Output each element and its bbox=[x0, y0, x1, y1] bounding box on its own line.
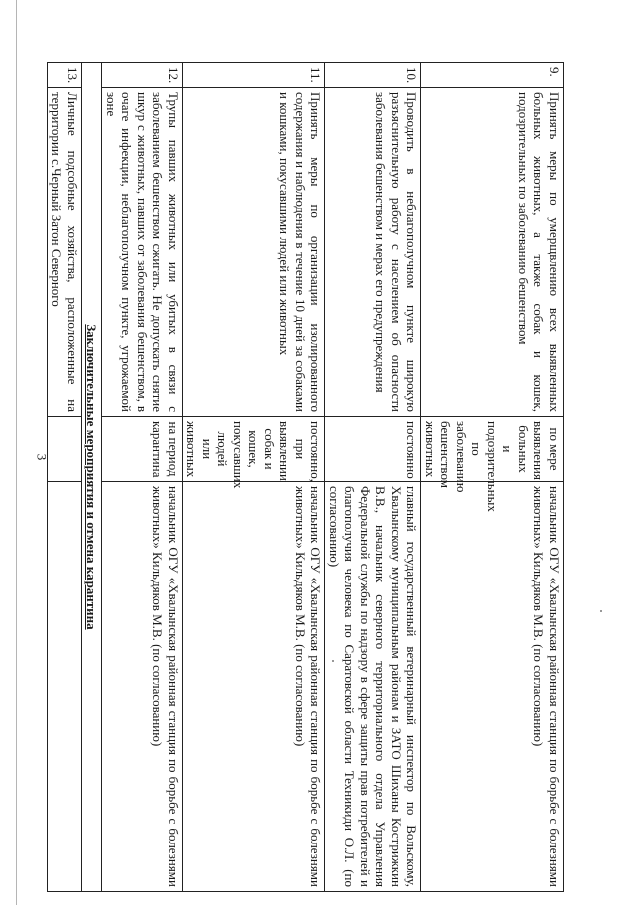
responsible-text bbox=[48, 482, 82, 892]
row-number: 9. bbox=[421, 63, 564, 88]
section-title: Заключительные мероприятия и отмена карантина bbox=[82, 63, 103, 892]
row-number: 13. bbox=[48, 63, 82, 88]
row-number: 12. bbox=[102, 63, 183, 88]
table-row bbox=[183, 63, 326, 892]
measures-table bbox=[47, 62, 564, 892]
measure-text: Принять меры по организации изолированного содержания и наблюдения в течение 10 дней за собаками и кошками, покусавшими людей или животных bbox=[183, 88, 326, 417]
page-number: 3 bbox=[34, 453, 50, 461]
term-text bbox=[48, 417, 82, 482]
measure-text: Принять меры по умерщвлению всех выявленных больных животных, а также собак и кошек, подозрительных по заболеванию бешенством bbox=[421, 88, 564, 417]
responsible-text: начальник ОГУ «Хвалынская районная станция по борьбе с болезнями животных» Кильдяков М.В. (по согласованию) bbox=[183, 482, 326, 892]
responsible-text: начальник ОГУ «Хвалынская районная станция по борьбе с болезнями животных» Кильдяков М.В. (по согласованию) bbox=[102, 482, 183, 892]
responsible-text: главный государственный ветеринарный инспектор по Вольскому, Хвалынскому муниципальным районам и ЗАТО Шиханы Кострижкин В.В., начальник северного территориального отдела Управления Федеральной службы по надзору в сфере защиты прав потребителей и благополучия человека по Саратовской области Техникиди О.Л. (по согласованию) bbox=[325, 482, 421, 892]
measure-text: Личные подсобные хозяйства, расположенные на территории с.Черный Затон Северного bbox=[48, 88, 82, 417]
responsible-text: начальник ОГУ «Хвалынская районная станция по борьбе с болезнями животных» Кильдяков М.В. (по согласованию) bbox=[421, 482, 564, 892]
table-row bbox=[48, 63, 82, 892]
table-row bbox=[102, 63, 183, 892]
row-number: 11. bbox=[183, 63, 326, 88]
term-text: постоянно bbox=[325, 417, 421, 482]
scan-edge bbox=[16, 0, 17, 905]
row-number: 10. bbox=[325, 63, 421, 88]
table-row bbox=[421, 63, 564, 892]
rotated-page-content bbox=[49, 62, 564, 892]
term-text: на период карантина bbox=[102, 417, 183, 482]
term-text: по мере выявления больных и подозрительных по заболеванию бешенством животных bbox=[421, 417, 564, 482]
measure-text: Трупы павших животных или убитых в связи с заболеванием бешенством сжигать. Не допускать снятие шкур с животных, павших от заболевания бешенством, в очаге инфекции, неблагополучном пункте, угрожаемой зоне bbox=[102, 88, 183, 417]
term-text: постоянно, при выявлении собак и кошек, покусавших людей или животных bbox=[183, 417, 326, 482]
scan-speck bbox=[600, 610, 602, 612]
measure-text: Проводить в неблагополучном пункте широкую разъяснительную работу с населением об опасности заболевания бешенством и мерах его предупреждения bbox=[325, 88, 421, 417]
table-row bbox=[325, 63, 421, 892]
section-row bbox=[82, 63, 103, 892]
